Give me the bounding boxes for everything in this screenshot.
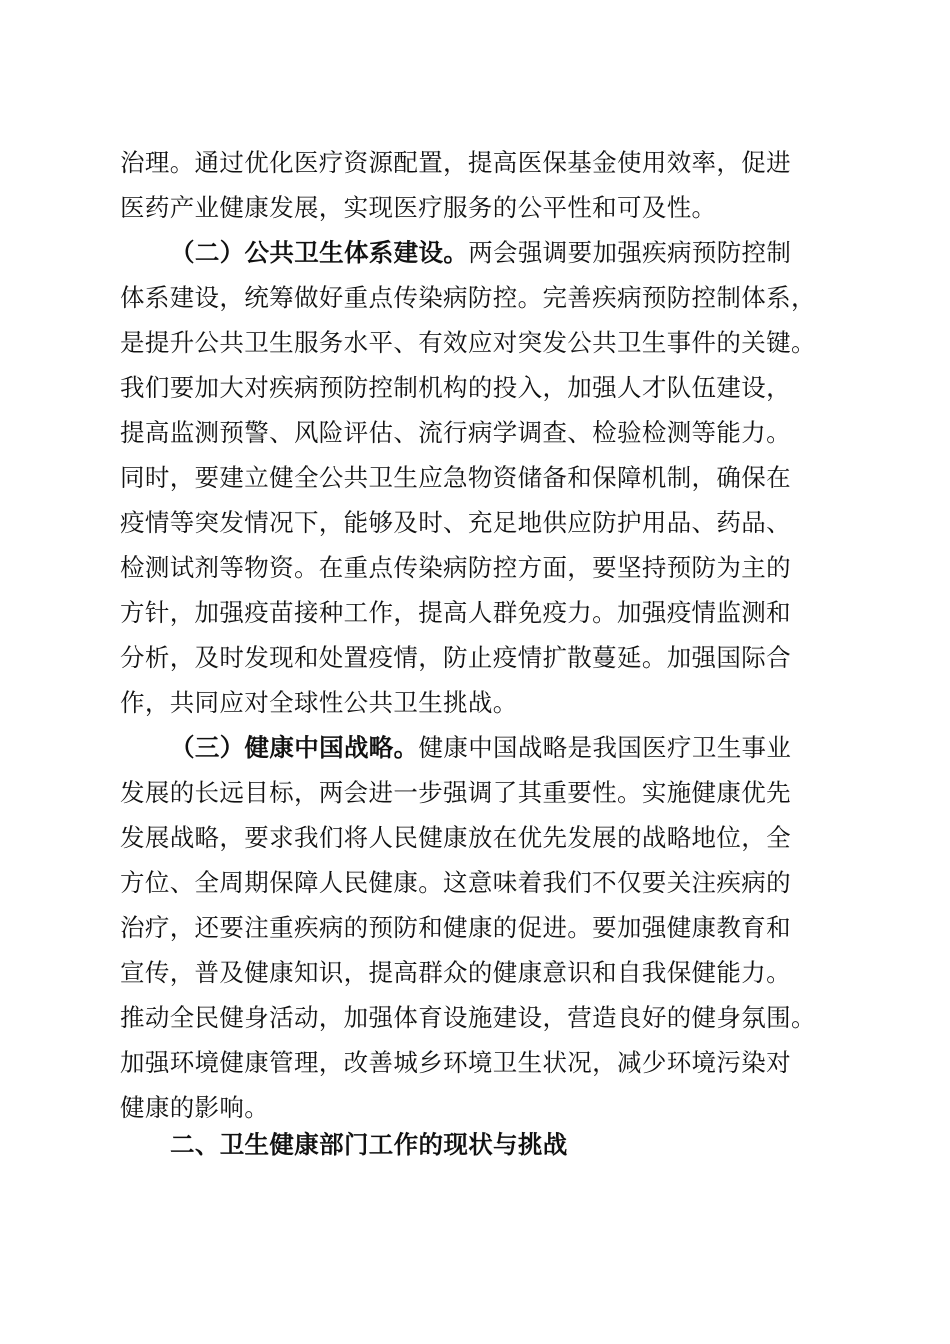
body-line: 疫情等突发情况下，能够及时、充足地供应防护用品、药品、 bbox=[120, 508, 791, 537]
section-2-first-line-rest: 两会强调要加强疾病预防控制 bbox=[468, 238, 792, 267]
body-line: 体系建设，统筹做好重点传染病防控。完善疾病预防控制体系， bbox=[120, 283, 816, 312]
section-heading: 二、卫生健康部门工作的现状与挑战 bbox=[170, 1130, 568, 1159]
body-line: 是提升公共卫生服务水平、有效应对突发公共卫生事件的关键。 bbox=[120, 328, 816, 357]
body-line: 同时，要建立健全公共卫生应急物资储备和保障机制，确保在 bbox=[120, 463, 791, 492]
body-line: 分析，及时发现和处置疫情，防止疫情扩散蔓延。加强国际合 bbox=[120, 643, 791, 672]
body-line: 加强环境健康管理，改善城乡环境卫生状况，减少环境污染对 bbox=[120, 1048, 791, 1077]
section-3-first-line-rest: 健康中国战略是我国医疗卫生事业 bbox=[418, 733, 792, 762]
section-3-first-line bbox=[170, 725, 838, 770]
section-2-title: （二）公共卫生体系建设。 bbox=[170, 238, 469, 267]
body-line: 治理。通过优化医疗资源配置，提高医保基金使用效率，促进 bbox=[120, 148, 791, 177]
body-line: 提高监测预警、风险评估、流行病学调查、检验检测等能力。 bbox=[120, 418, 791, 447]
body-line: 作，共同应对全球性公共卫生挑战。 bbox=[120, 688, 518, 717]
section-2-first-line bbox=[170, 230, 838, 275]
body-line: 发展战略，要求我们将人民健康放在优先发展的战略地位，全 bbox=[120, 823, 791, 852]
section-3-title: （三）健康中国战略。 bbox=[170, 733, 419, 762]
body-line: 方位、全周期保障人民健康。这意味着我们不仅要关注疾病的 bbox=[120, 868, 791, 897]
body-line: 宣传，普及健康知识，提高群众的健康意识和自我保健能力。 bbox=[120, 958, 791, 987]
body-line: 治疗，还要注重疾病的预防和健康的促进。要加强健康教育和 bbox=[120, 913, 791, 942]
body-line: 发展的长远目标，两会进一步强调了其重要性。实施健康优先 bbox=[120, 778, 791, 807]
body-line: 方针，加强疫苗接种工作，提高人群免疫力。加强疫情监测和 bbox=[120, 598, 791, 627]
body-line: 我们要加大对疾病预防控制机构的投入，加强人才队伍建设， bbox=[120, 373, 791, 402]
body-line: 检测试剂等物资。在重点传染病防控方面，要坚持预防为主的 bbox=[120, 553, 791, 582]
body-line: 健康的影响。 bbox=[120, 1093, 270, 1122]
body-line: 医药产业健康发展，实现医疗服务的公平性和可及性。 bbox=[120, 193, 717, 222]
body-line: 推动全民健身活动，加强体育设施建设，营造良好的健身氛围。 bbox=[120, 1003, 816, 1032]
